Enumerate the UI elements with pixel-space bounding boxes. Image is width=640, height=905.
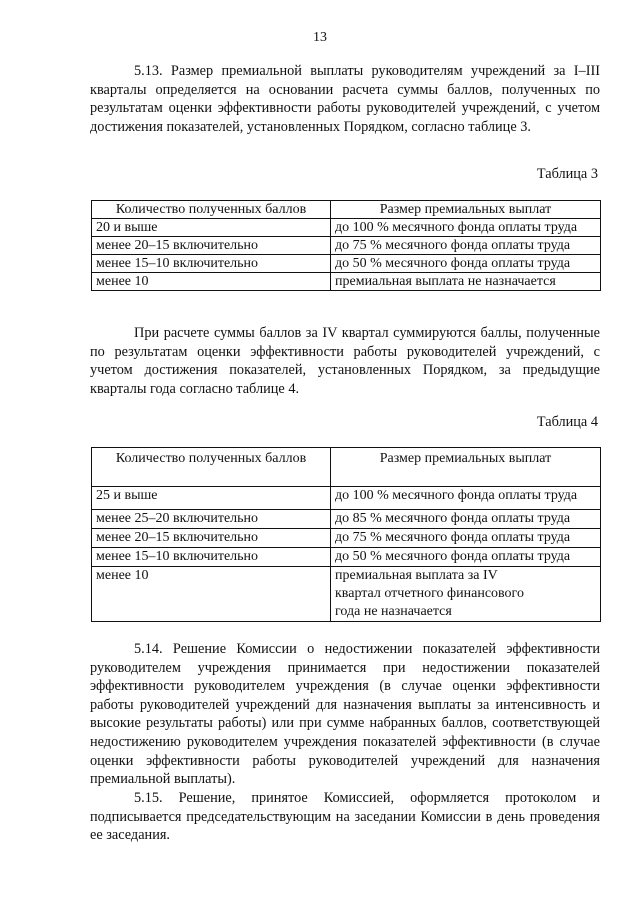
table-row: [92, 273, 601, 291]
table-cell: премиальная выплата не назначается: [331, 273, 601, 291]
table-row: [92, 548, 601, 567]
table-cell: менее 15–10 включительно: [92, 548, 331, 567]
table-cell: до 75 % месячного фонда оплаты труда: [331, 529, 601, 548]
table-4-caption: Таблица 4: [536, 414, 598, 430]
quarter-4-paragraph: При расчете суммы баллов за IV квартал суммируются баллы, полученные по результатам оценки эффективности работы руководителей учреждений, с учетом достижения показателей, установленных Порядком, за предыдущие кварталы года согласно таблице 4.: [90, 325, 600, 397]
table-cell: 25 и выше: [92, 487, 331, 510]
table-row: [92, 255, 601, 273]
column-header: Количество полученных баллов: [92, 201, 331, 219]
table-row: [92, 219, 601, 237]
column-header: Размер премиальных выплат: [331, 201, 601, 219]
table-cell: менее 15–10 включительно: [92, 255, 331, 273]
table-cell: до 100 % месячного фонда оплаты труда: [331, 487, 601, 510]
table-cell: до 100 % месячного фонда оплаты труда: [331, 219, 601, 237]
table-row: [92, 510, 601, 529]
section-5-15-paragraph: 5.15. Решение, принятое Комиссией, оформляется протоколом и подписывается председательствующим на заседании Комиссии в день проведения ее заседания.: [90, 790, 600, 844]
table-3-caption: Таблица 3: [536, 166, 598, 182]
table-row: [92, 487, 601, 510]
table-cell: до 85 % месячного фонда оплаты труда: [331, 510, 601, 529]
table-3: [91, 200, 601, 291]
table-cell: менее 10: [92, 273, 331, 291]
column-header: Количество полученных баллов: [92, 448, 331, 487]
page-number: 13: [313, 30, 327, 45]
table-cell: менее 10: [92, 567, 331, 622]
table-cell: премиальная выплата за IV квартал отчетного финансового года не назначается: [331, 567, 601, 622]
table-cell: до 50 % месячного фонда оплаты труда: [331, 548, 601, 567]
table-header-row: [92, 201, 601, 219]
table-cell: менее 20–15 включительно: [92, 529, 331, 548]
table-cell: 20 и выше: [92, 219, 331, 237]
table-row: [92, 567, 601, 622]
table-cell: менее 20–15 включительно: [92, 237, 331, 255]
table-row: [92, 237, 601, 255]
table-cell: до 75 % месячного фонда оплаты труда: [331, 237, 601, 255]
section-5-14-paragraph: 5.14. Решение Комиссии о недостижении показателей эффективности руководителем учреждения принимается при недостижении показателей эффективности руководителем учреждения (в случае оценки эффективности работы руководителей учреждений для назначения выплаты за интенсивность и высокие результаты работы) или при сумме набранных баллов, соответствующей недостижению руководителем учреждения показателей эффективности (в случае оценки эффективности работы руководителей учреждений для назначения премиальной выплаты).: [90, 641, 600, 788]
column-header: Размер премиальных выплат: [331, 448, 601, 487]
table-row: [92, 529, 601, 548]
section-5-13-paragraph: 5.13. Размер премиальной выплаты руководителям учреждений за I–III кварталы определяется на основании расчета суммы баллов, полученных по результатам оценки эффективности работы руководителей учреждений, с учетом достижения показателей, установленных Порядком, согласно таблице 3.: [90, 63, 600, 135]
table-header-row: [92, 448, 601, 487]
table-cell: до 50 % месячного фонда оплаты труда: [331, 255, 601, 273]
table-4: [91, 447, 601, 622]
table-cell: менее 25–20 включительно: [92, 510, 331, 529]
